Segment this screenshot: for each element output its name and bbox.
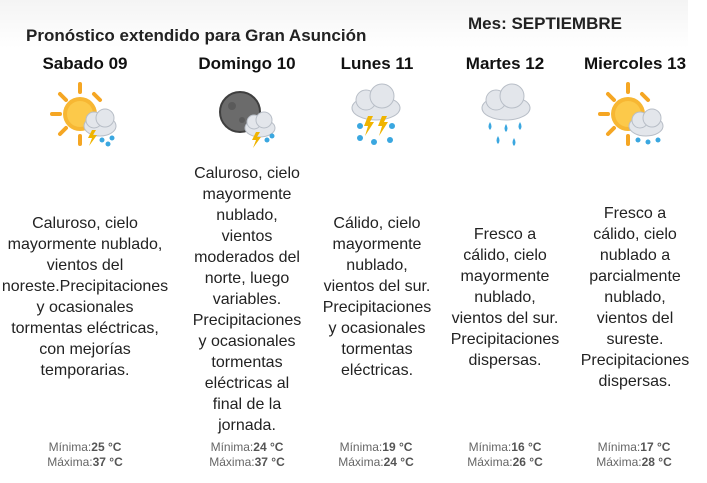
day-name: Sabado 09 — [42, 54, 128, 73]
day-column-lunes — [312, 52, 442, 76]
day-temperatures: Mínima:16 °C Máxima:26 °C — [467, 440, 543, 469]
cloud-rain-icon — [470, 80, 542, 152]
day-name: Martes 12 — [465, 54, 545, 73]
day-column-sabado — [20, 52, 150, 76]
day-name: Miercoles 13 — [583, 54, 687, 73]
day-description: Caluroso, cielo mayormente nublado, vientos moderados del norte, luego variables. Precipitaciones y ocasionales tormentas eléctricas al final de la jornada. — [192, 165, 302, 434]
moon-cloud-storm-icon — [212, 80, 284, 152]
sun-cloud-storm-icon — [50, 80, 122, 152]
day-description: Fresco a cálido, cielo nublado a parcialmente nublado, vientos del sureste. Precipitaciones dispersas. — [580, 205, 690, 390]
day-description: Fresco a cálido, cielo mayormente nublado, vientos del sur. Precipitaciones dispersas. — [450, 226, 560, 369]
page-title: Pronóstico extendido para Gran Asunción — [26, 26, 367, 45]
day-temperatures: Mínima:24 °C Máxima:37 °C — [209, 440, 285, 469]
day-description: Cálido, cielo mayormente nublado, vientos del sur. Precipitaciones y ocasionales tormentas eléctricas. — [322, 215, 432, 379]
day-column-martes — [440, 52, 570, 76]
day-name: Domingo 10 — [198, 54, 296, 73]
day-column-domingo — [182, 52, 312, 76]
day-temperatures: Mínima:17 °C Máxima:28 °C — [596, 440, 672, 469]
sun-cloud-rain-icon — [598, 80, 670, 152]
day-temperatures: Mínima:25 °C Máxima:37 °C — [47, 440, 123, 469]
day-temperatures: Mínima:19 °C Máxima:24 °C — [338, 440, 414, 469]
month-label: Mes: SEPTIEMBRE — [468, 14, 622, 33]
day-description: Caluroso, cielo mayormente nublado, vientos del noreste.Precipitaciones y ocasionales tormentas eléctricas, con mejorías temporarias. — [1, 215, 169, 379]
day-column-miercoles — [570, 52, 700, 76]
day-name: Lunes 11 — [340, 54, 414, 73]
cloud-thunderstorm-icon — [340, 80, 412, 152]
